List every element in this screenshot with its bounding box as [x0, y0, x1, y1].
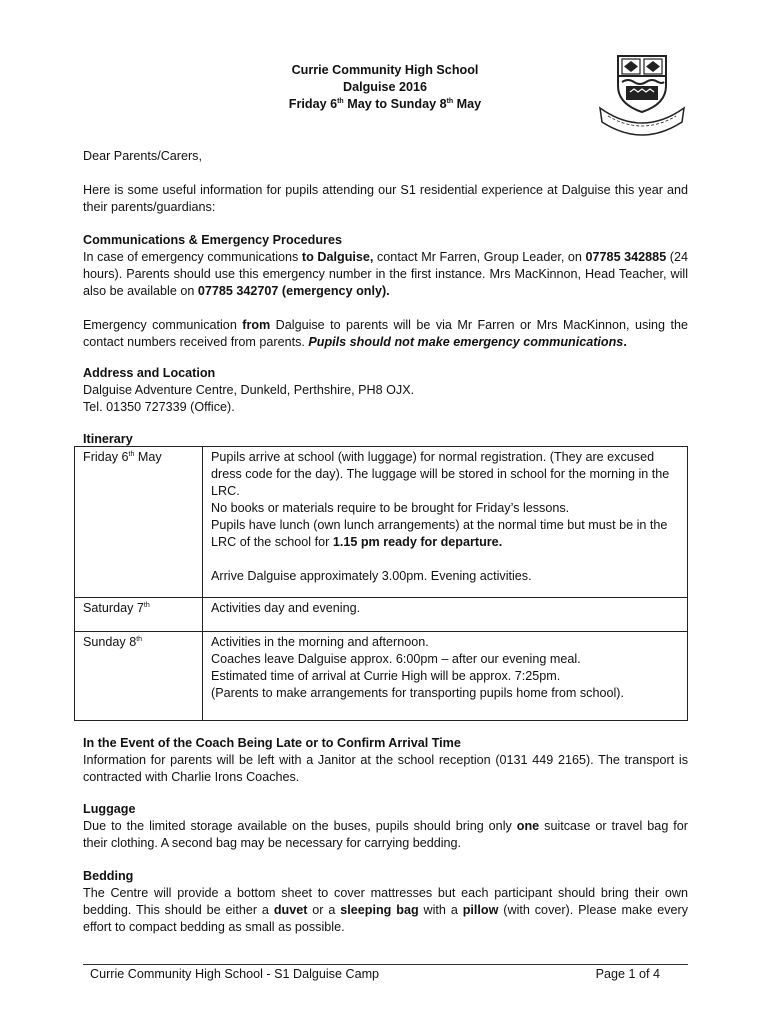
communications-paragraph-2: Emergency communication from Dalguise to parents will be via Mr Farren or Mrs MacKinnon, using the contact numbers received from parents. Pupils should not make emergency communications.	[83, 318, 688, 349]
event-name: Dalguise 2016	[342, 80, 427, 94]
friday-detail-cell: Pupils arrive at school (with luggage) for normal registration. (They are excused dress code for the day). The luggage will be stored in school for the morning in the LRC. No books or materials require to be brought for Friday’s lessons. Pupils have lunch (own lunch arrangements) at the normal time but must be in the LRC of the school for 1.15 pm ready for departure. Arrive Dalguise approximately 3.00pm. Evening activities.	[203, 447, 688, 598]
coach-late-paragraph: Information for parents will be left with a Janitor at the school reception (0131 449 2165). The transport is contracted with Charlie Irons Coaches.	[83, 753, 688, 784]
telephone-line: Tel. 01350 727339 (Office).	[83, 400, 235, 414]
coach-late-section	[83, 735, 688, 786]
event-dates: Friday 6th May to Sunday 8th May	[288, 97, 482, 111]
bedding-section	[83, 868, 688, 936]
footer-divider	[83, 964, 688, 965]
page-footer	[90, 966, 660, 983]
communications-heading: Communications & Emergency Procedures	[83, 233, 342, 247]
address-line: Dalguise Adventure Centre, Dunkeld, Perthshire, PH8 OJX.	[83, 383, 415, 397]
friday-day-cell: Friday 6th May	[75, 447, 203, 598]
address-section	[83, 365, 688, 416]
communications-section	[83, 232, 688, 351]
bedding-paragraph: The Centre will provide a bottom sheet to cover mattresses but each participant should bring their own bedding. This should be either a duvet or a sleeping bag with a pillow (with cover). Please make every effort to compact bedding as small as possible.	[83, 886, 689, 934]
sunday-day-cell: Sunday 8th	[75, 632, 203, 721]
sunday-detail-cell: Activities in the morning and afternoon. Coaches leave Dalguise approx. 6:00pm – after our evening meal. Estimated time of arrival at Currie High will be approx. 7:25pm. (Parents to make arrangements for transporting pupils home from school).	[203, 632, 688, 721]
school-crest-logo	[594, 52, 690, 140]
saturday-detail-cell: Activities day and evening.	[203, 598, 688, 632]
itinerary-heading: Itinerary	[83, 432, 133, 446]
table-row	[75, 598, 688, 632]
communications-paragraph-1: In case of emergency communications to Dalguise, contact Mr Farren, Group Leader, on 07785 342885 (24 hours). Parents should use this emergency number in the first instance. Mrs MacKinnon, Head Teacher, will also be available on 07785 342707 (emergency only).	[83, 250, 689, 298]
coach-late-heading: In the Event of the Coach Being Late or to Confirm Arrival Time	[83, 736, 461, 750]
table-row	[75, 447, 688, 598]
school-name: Currie Community High School	[291, 63, 479, 77]
luggage-paragraph: Due to the limited storage available on the buses, pupils should bring only one suitcase or travel bag for their clothing. A second bag may be necessary for carrying bedding.	[83, 819, 688, 850]
table-row	[75, 632, 688, 721]
salutation: Dear Parents/Carers,	[83, 149, 202, 163]
luggage-section	[83, 801, 688, 852]
intro-paragraph: Here is some useful information for pupils attending our S1 residential experience at Dalguise this year and their parents/guardians:	[83, 183, 688, 214]
footer-document-title: Currie Community High School - S1 Dalguise Camp	[90, 967, 380, 981]
page-number: Page 1 of 4	[595, 967, 660, 981]
bedding-heading: Bedding	[83, 869, 134, 883]
address-heading: Address and Location	[83, 366, 216, 380]
itinerary-table	[74, 446, 688, 721]
saturday-day-cell: Saturday 7th	[75, 598, 203, 632]
luggage-heading: Luggage	[83, 802, 136, 816]
